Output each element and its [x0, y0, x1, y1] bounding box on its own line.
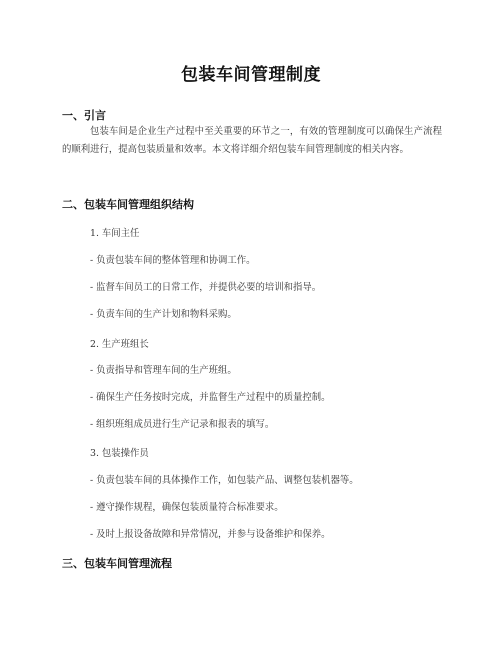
duty-item: - 负责车间的生产计划和物料采购。	[90, 309, 237, 320]
introduction-paragraph: 包装车间是企业生产过程中至关重要的环节之一，有效的管理制度可以确保生产流程的顺利进行，提高包装质量和效率。本文将详细介绍包装车间管理制度的相关内容。	[62, 126, 442, 155]
section-heading-introduction: 一、引言	[62, 109, 106, 122]
document-title: 包装车间管理制度	[181, 65, 321, 85]
role-title-team-leader: 2. 生产班组长	[90, 339, 149, 350]
duty-item: - 组织班组成员进行生产记录和报表的填写。	[90, 419, 275, 430]
section-heading-process: 三、包装车间管理流程	[62, 557, 172, 570]
duty-item: - 确保生产任务按时完成，并监督生产过程中的质量控制。	[90, 392, 331, 403]
duty-item: - 负责指导和管理车间的生产班组。	[90, 365, 237, 376]
role-title-packaging-operator: 3. 包装操作员	[90, 448, 149, 459]
duty-item: - 及时上报设备故障和异常情况，并参与设备维护和保养。	[90, 529, 331, 540]
duty-item: - 负责包装车间的具体操作工作，如包装产品、调整包装机器等。	[90, 475, 359, 486]
role-title-workshop-director: 1. 车间主任	[90, 228, 140, 239]
duty-item: - 监督车间员工的日常工作，并提供必要的培训和指导。	[90, 282, 322, 293]
section-heading-organization: 二、包装车间管理组织结构	[62, 198, 194, 211]
duty-item: - 遵守操作规程，确保包装质量符合标准要求。	[90, 502, 284, 513]
duty-item: - 负责包装车间的整体管理和协调工作。	[90, 255, 256, 266]
